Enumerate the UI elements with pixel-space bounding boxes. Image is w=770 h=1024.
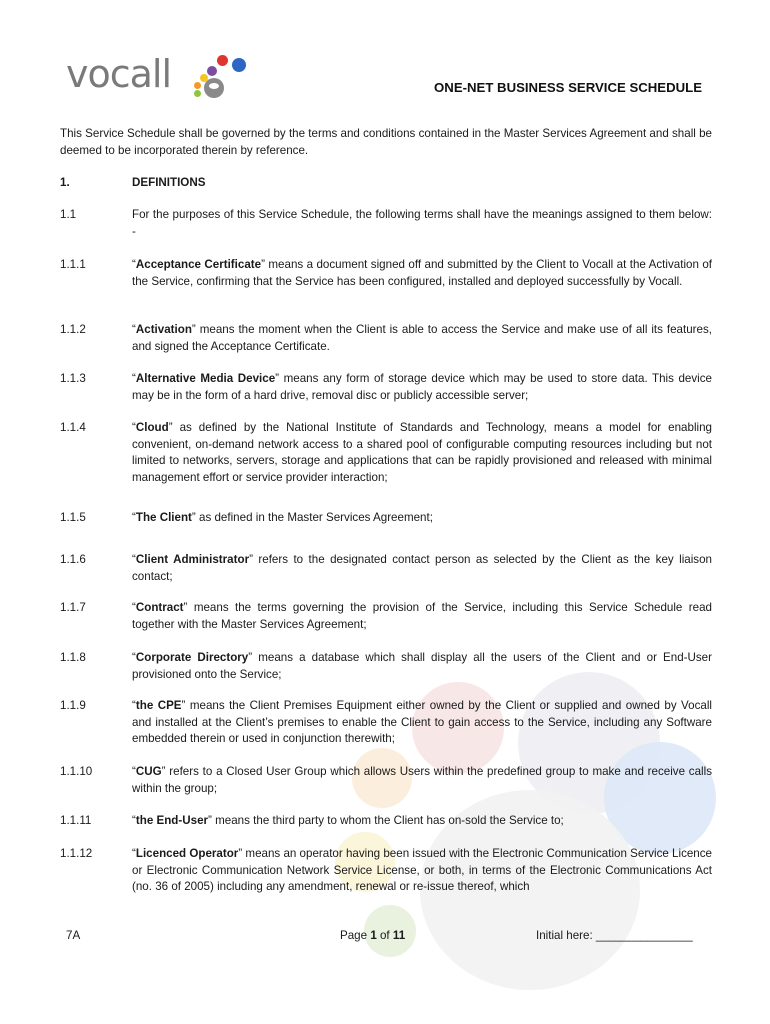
clause-body: “Activation” means the moment when the Client is able to access the Service and make use of all its features, and signed the Acceptance Certificate. <box>132 323 712 353</box>
page-of: of <box>376 929 393 942</box>
clause-number: 1.1.9 <box>60 699 86 712</box>
logo-dot-white-e <box>209 83 219 89</box>
clause-body: “Licenced Operator” means an operator having been issued with the Electronic Communication Service Licence or Electronic Communication Network Service License, or both, in terms of the Electronic Communications Act (no. 36 of 2005) including any amendment, renewal or re-issue thereof, which <box>132 847 713 894</box>
definition-clause <box>60 257 712 290</box>
clause-text: For the purposes of this Service Schedule, the following terms shall have the meanings assigned to them below: - <box>132 208 712 238</box>
clause-body: “the End-User” means the third party to whom the Client has on-sold the Service to; <box>132 814 564 827</box>
definition-clause <box>60 322 712 355</box>
defined-term: Contract <box>135 601 184 614</box>
clause-body: “Acceptance Certificate” means a document signed off and submitted by the Client to Vocall at the Activation of the Service, confirming that the Service has been configured, installed and deployed successfully by Vocall. <box>132 258 712 288</box>
clause-body: “CUG” refers to a Closed User Group which allows Users within the predefined group to make and receive calls within the group; <box>132 765 712 795</box>
definition-clause <box>60 510 712 527</box>
logo-dot-orange <box>194 82 201 89</box>
vocall-logo <box>66 52 256 102</box>
definition-clause <box>60 420 712 486</box>
clause-number: 1.1.3 <box>60 372 86 385</box>
clause-text: means the third party to whom the Client has on-sold the Service to; <box>211 814 564 827</box>
definition-clause <box>60 600 712 633</box>
clause-number: 1.1.2 <box>60 323 86 336</box>
clause-body: “Contract” means the terms governing the provision of the Service, including this Service Schedule read together with the Master Services Agreement; <box>132 601 712 631</box>
clause-body: “the CPE” means the Client Premises Equipment either owned by the Client or supplied and owned by Vocall and installed at the Client’s premises to enable the Client to gain access to the Service, including any Software embedded therein or used in conjunction therewith; <box>132 699 712 746</box>
page-prefix: Page <box>340 929 371 942</box>
clause-text: means the Client Premises Equipment either owned by the Client or supplied and owned by Vocall and installed at the Client’s premises to enable the Client to gain access to the Service, including any Software embedded therein or used in conjunction therewith; <box>132 699 712 746</box>
defined-term: Cloud <box>135 421 169 434</box>
definition-clause <box>60 371 712 404</box>
definition-clause <box>60 698 712 748</box>
section-number: 1. <box>60 176 70 189</box>
page-total: 11 <box>392 929 406 942</box>
definition-clause <box>60 207 712 240</box>
defined-term: the End-User <box>135 814 209 827</box>
clause-body: “Corporate Directory” means a database which shall display all the users of the Client and or End-User provisioned onto the Service; <box>132 651 712 681</box>
clause-text: as defined by the National Institute of Standards and Technology, means a model for enabling convenient, on-demand network access to a shared pool of configurable computing resources including but not limited to networks, servers, storage and applications that can be rapidly provisioned and released with minimal management effort or service provider interaction; <box>132 421 712 484</box>
clause-text: refers to a Closed User Group which allows Users within the predefined group to make and receive calls within the group; <box>132 765 712 795</box>
clause-number: 1.1.12 <box>60 847 93 860</box>
clause-number: 1.1.1 <box>60 258 86 271</box>
clause-text: means the terms governing the provision of the Service, including this Service Schedule read together with the Master Services Agreement; <box>132 601 712 631</box>
clause-number: 1.1.11 <box>60 814 92 827</box>
clause-text: means a document signed off and submitted by the Client to Vocall at the Activation of the Service, confirming that the Service has been configured, installed and deployed successfully by Vocall. <box>132 258 712 288</box>
definition-clause <box>60 650 712 683</box>
clause-text: means an operator having been issued with the Electronic Communication Service Licence or Electronic Communication Network Service License, or both, in terms of the Electronic Communications Act (no. 36 of 2005) including any amendment, renewal or re-issue thereof, which <box>132 847 713 894</box>
clause-body: “Alternative Media Device” means any form of storage device which may be used to store data. This device may be in the form of a hard drive, removal disc or publicly accessible server; <box>132 372 712 402</box>
page-number <box>340 929 405 942</box>
definition-clause <box>60 764 712 797</box>
clause-body: “The Client” as defined in the Master Services Agreement; <box>132 511 433 524</box>
defined-term: Client Administrator <box>135 553 250 566</box>
document-title: ONE-NET BUSINESS SERVICE SCHEDULE <box>434 80 702 95</box>
clause-text: refers to the designated contact person as selected by the Client as the key liaison contact; <box>132 553 712 583</box>
defined-term: Licenced Operator <box>135 847 239 860</box>
clause-body: “Client Administrator” refers to the designated contact person as selected by the Client as the key liaison contact; <box>132 553 712 583</box>
intro-paragraph: This Service Schedule shall be governed by the terms and conditions contained in the Master Services Agreement and shall be deemed to be incorporated therein by reference. <box>60 127 712 157</box>
section-heading <box>60 175 712 192</box>
logo-wordmark: vocall <box>66 52 172 96</box>
clause-number: 1.1.6 <box>60 553 86 566</box>
definition-clause <box>60 552 712 585</box>
clause-number: 1.1.5 <box>60 511 86 524</box>
defined-term: Activation <box>135 323 192 336</box>
initial-here: Initial here: _______________ <box>536 929 693 942</box>
logo-dot-green <box>194 90 201 97</box>
clause-number: 1.1.4 <box>60 421 86 434</box>
logo-dot-blue <box>232 58 246 72</box>
clause-body: “Cloud” as defined by the National Institute of Standards and Technology, means a model for enabling convenient, on-demand network access to a shared pool of configurable computing resources including but not limited to networks, servers, storage and applications that can be rapidly provisioned and released with minimal management effort or service provider interaction; <box>132 421 712 484</box>
logo-dot-purple <box>207 66 217 76</box>
clause-text: means any form of storage device which may be used to store data. This device may be in the form of a hard drive, removal disc or publicly accessible server; <box>132 372 712 402</box>
definition-clause <box>60 813 712 830</box>
clause-text: means the moment when the Client is able to access the Service and make use of all its features, and signed the Acceptance Certificate. <box>132 323 712 353</box>
clause-body <box>132 207 712 240</box>
clause-number: 1.1.8 <box>60 651 86 664</box>
page-current: 1 <box>370 929 377 942</box>
defined-term: The Client <box>135 511 192 524</box>
clause-number: 1.1.7 <box>60 601 86 614</box>
section-title: DEFINITIONS <box>132 176 206 189</box>
clause-text: as defined in the Master Services Agreement; <box>195 511 433 524</box>
definition-clause <box>60 846 712 896</box>
defined-term: Alternative Media Device <box>135 372 276 385</box>
defined-term: CUG <box>135 765 162 778</box>
defined-term: Acceptance Certificate <box>135 258 262 271</box>
clause-number: 1.1.10 <box>60 765 93 778</box>
clause-text: means a database which shall display all the users of the Client and or End-User provisioned onto the Service; <box>132 651 712 681</box>
defined-term: the CPE <box>135 699 182 712</box>
logo-dot-red <box>217 55 228 66</box>
defined-term: Corporate Directory <box>135 651 249 664</box>
footer-left: 7A <box>66 929 81 942</box>
clause-number: 1.1 <box>60 208 77 221</box>
